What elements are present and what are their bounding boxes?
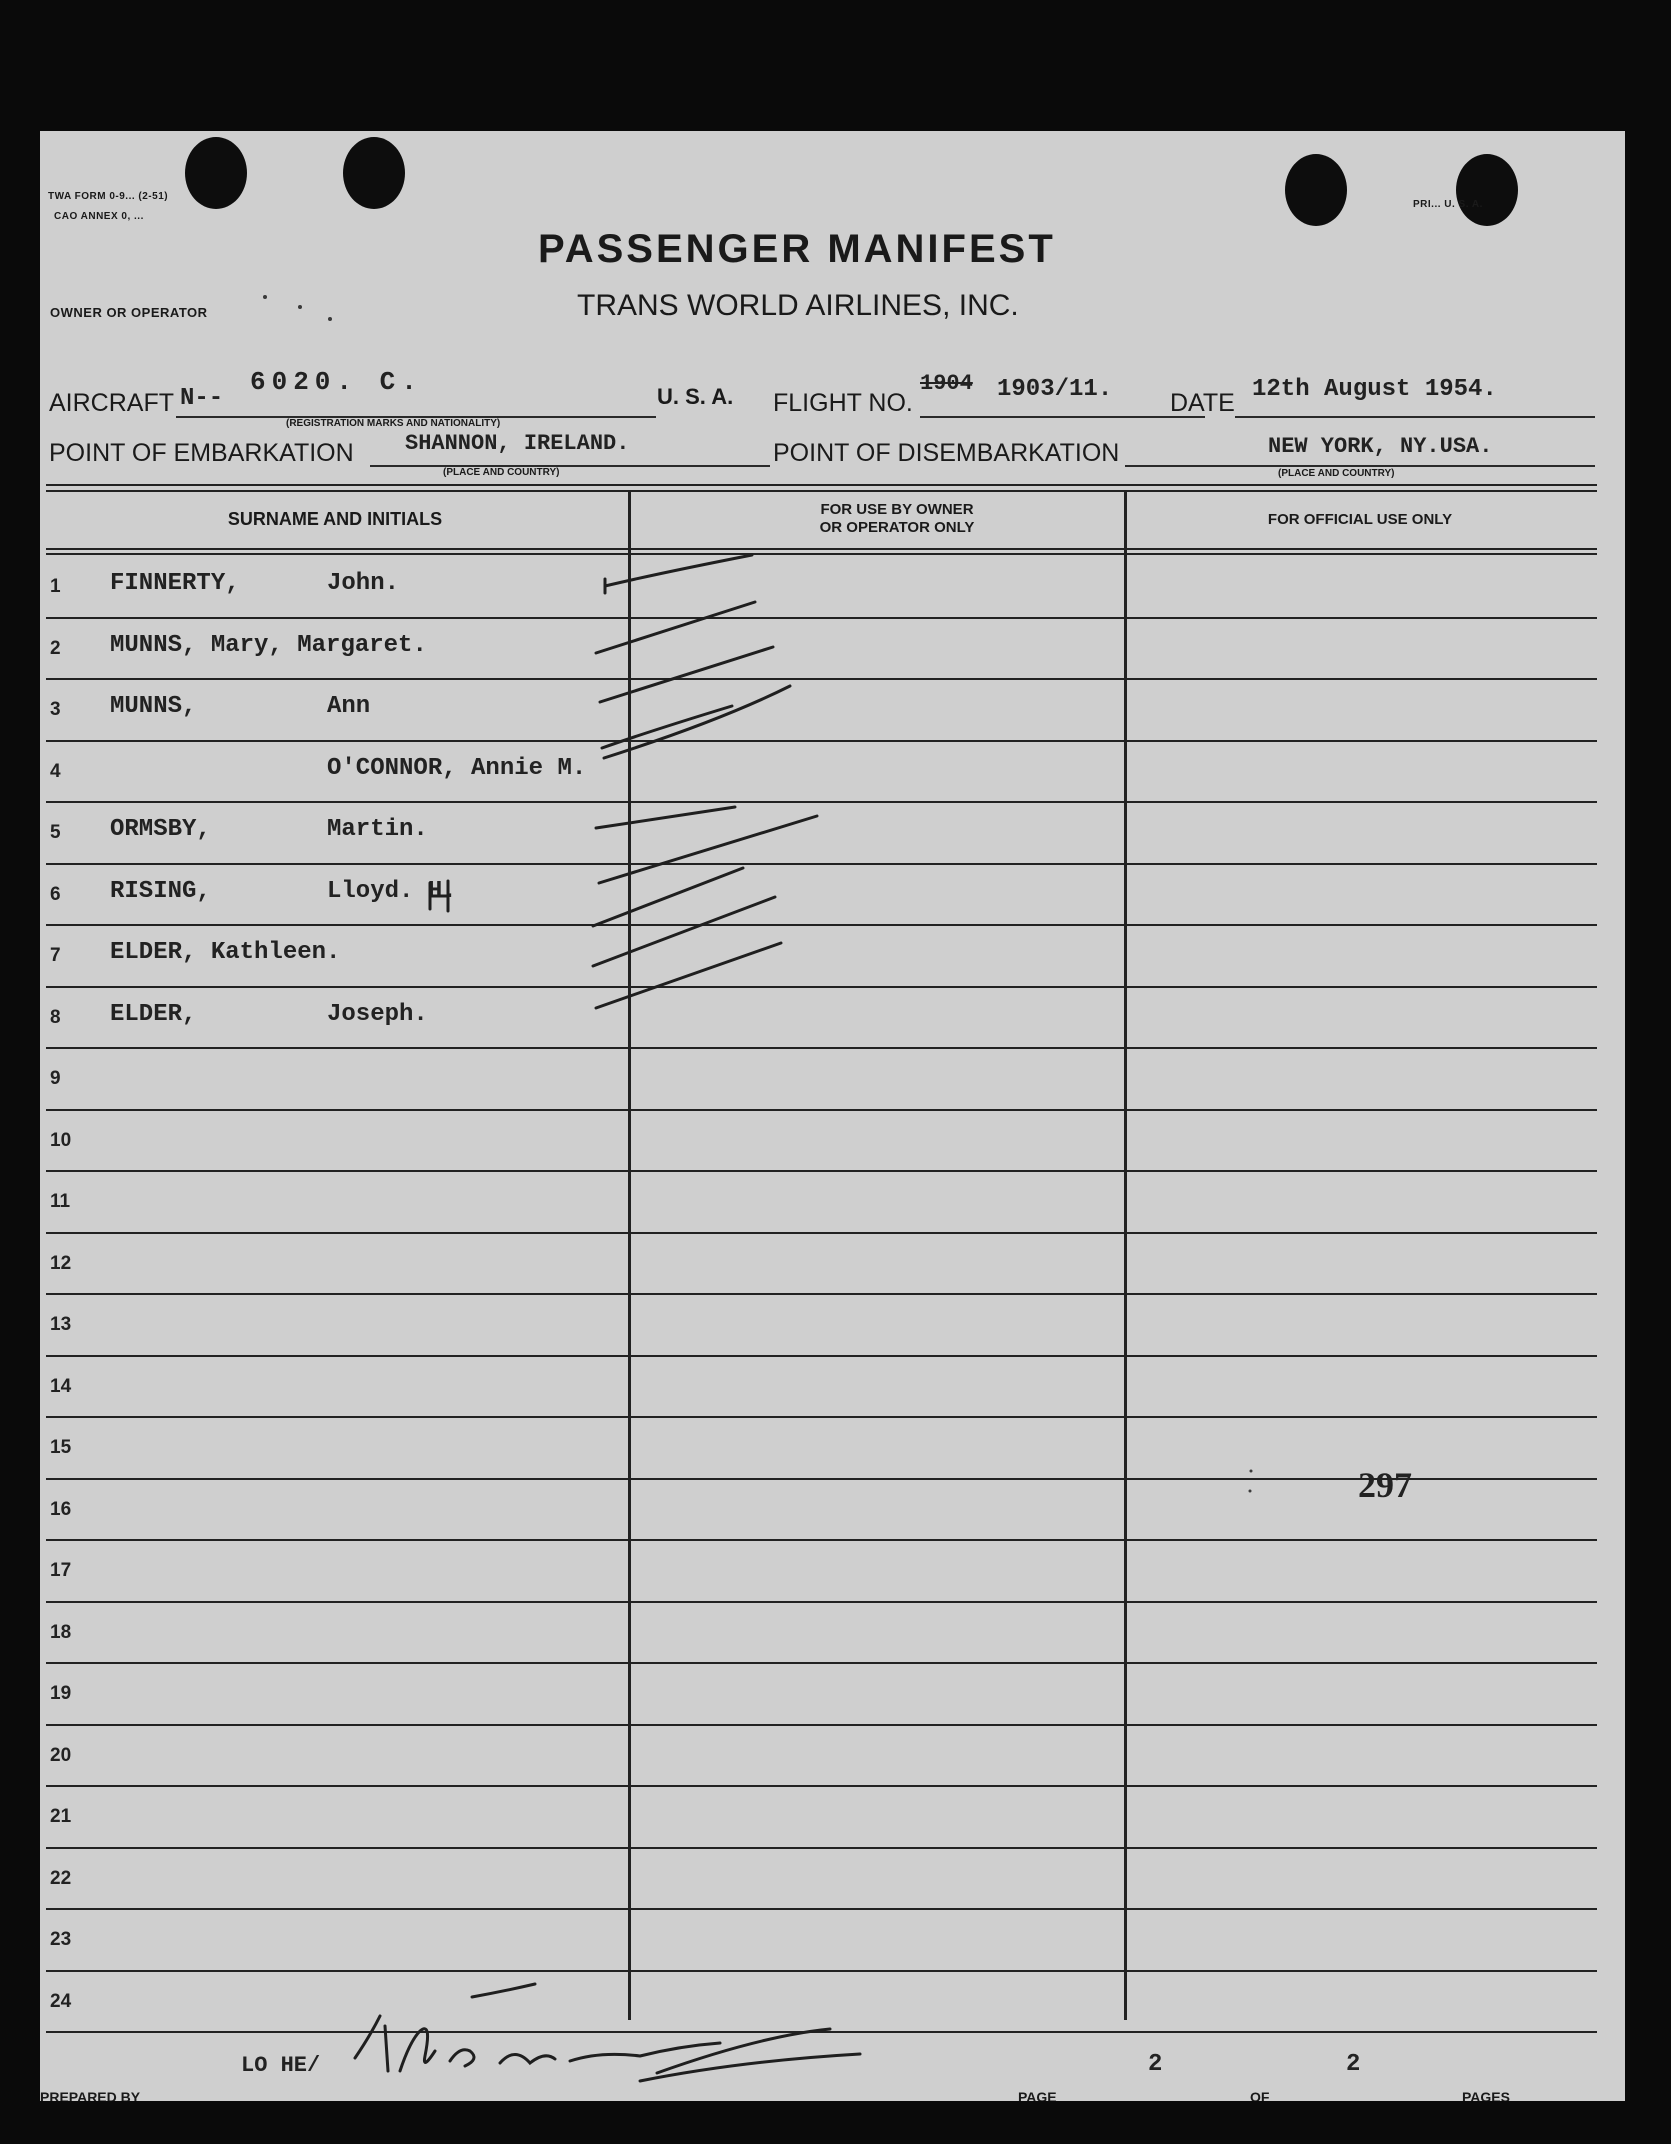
embarkation-caption: (PLACE AND COUNTRY): [443, 467, 560, 478]
row-number: 24: [50, 1990, 72, 2012]
row-number: 8: [50, 1006, 61, 1028]
row-number: 13: [50, 1314, 72, 1335]
row-number: 14: [50, 1375, 72, 1397]
row-number: 5: [50, 822, 61, 843]
of-label: OF: [1250, 2089, 1270, 2101]
row-number: 15: [50, 1437, 72, 1458]
passenger-given-name: Lloyd. H.: [327, 877, 457, 905]
disembarkation-value: NEW YORK, NY.USA.: [1268, 434, 1493, 459]
official-note: 297: [1358, 1465, 1412, 1505]
passenger-given-name: Ann: [327, 693, 371, 720]
column-header-official-use: FOR OFFICIAL USE ONLY: [1267, 511, 1453, 528]
row-number: 16: [50, 1498, 72, 1520]
of-value: 2: [1346, 2051, 1361, 2078]
passenger-surname: RISING,: [110, 877, 211, 905]
pages-label: PAGES: [1462, 2089, 1510, 2101]
prepared-by-value: LO HE/: [241, 2053, 321, 2078]
row-number: 19: [50, 1683, 72, 1704]
passenger-given-name: John.: [327, 570, 400, 597]
aircraft-caption: (REGISTRATION MARKS AND NATIONALITY): [286, 418, 501, 429]
page-title: PASSENGER MANIFEST: [538, 227, 1056, 271]
prepared-by-label: PREPARED BY: [40, 2089, 141, 2101]
disembarkation-caption: (PLACE AND COUNTRY): [1278, 468, 1395, 479]
row-number: 2: [50, 637, 61, 659]
date-value: 12th August 1954.: [1252, 376, 1497, 403]
form-id-line2: CAO ANNEX 0, ...: [54, 211, 144, 222]
row-number: 23: [50, 1929, 72, 1950]
passenger-surname: FINNERTY,: [110, 570, 240, 597]
manifest-sheet: [40, 131, 1625, 2101]
passenger-surname: MUNNS,: [110, 693, 197, 720]
row-number: 9: [50, 1068, 61, 1089]
aircraft-number: 6020. C.: [250, 367, 423, 397]
row-number: 12: [50, 1252, 72, 1274]
passenger-surname: ELDER, Kathleen.: [110, 939, 341, 966]
date-label: DATE: [1170, 389, 1235, 417]
flight-number-value: 1903/11.: [997, 376, 1113, 403]
row-number: 11: [50, 1191, 71, 1212]
embarkation-value: SHANNON, IRELAND.: [405, 431, 630, 456]
row-number: 4: [50, 760, 61, 782]
page-label: PAGE: [1018, 2089, 1057, 2101]
row-number: 18: [50, 1621, 72, 1643]
handwritten-check-marks: [40, 131, 1625, 2101]
passenger-given-name: O'CONNOR, Annie M.: [327, 754, 587, 782]
row-number: 22: [50, 1867, 72, 1889]
embarkation-label: POINT OF EMBARKATION: [49, 439, 354, 467]
row-number: 17: [50, 1560, 72, 1581]
aircraft-label: AIRCRAFT: [49, 389, 174, 417]
row-number: 20: [50, 1744, 72, 1766]
passenger-given-name: Joseph.: [327, 1000, 428, 1028]
column-header-owner-use-1: FOR USE BY OWNER: [820, 501, 974, 518]
passenger-surname: ORMSBY,: [110, 816, 211, 843]
row-number: 7: [50, 945, 61, 966]
aircraft-nationality: U. S. A.: [657, 384, 734, 409]
disembarkation-label: POINT OF DISEMBARKATION: [773, 439, 1120, 467]
row-number: 6: [50, 883, 61, 905]
printed-in-usa: PRI... U. S. A.: [1413, 199, 1483, 210]
aircraft-prefix: N--: [180, 385, 224, 412]
owner-operator-label: OWNER OR OPERATOR: [50, 305, 208, 320]
passenger-surname: ELDER,: [110, 1000, 197, 1028]
form-id-line1: TWA FORM 0-9... (2-51): [48, 191, 169, 202]
row-number: 1: [50, 576, 61, 597]
row-number: 10: [50, 1129, 72, 1151]
flight-number-label: FLIGHT NO.: [773, 389, 913, 417]
passenger-given-name: Martin.: [327, 816, 428, 843]
flight-number-struck: 1904: [920, 371, 973, 396]
column-header-owner-use-2: OR OPERATOR ONLY: [819, 519, 975, 536]
page-value: 2: [1148, 2051, 1163, 2078]
company-name: TRANS WORLD AIRLINES, INC.: [577, 289, 1019, 322]
column-header-surname: SURNAME AND INITIALS: [227, 509, 443, 529]
row-number: 21: [50, 1806, 72, 1827]
passenger-surname: MUNNS, Mary, Margaret.: [110, 631, 427, 659]
row-number: 3: [50, 699, 61, 720]
